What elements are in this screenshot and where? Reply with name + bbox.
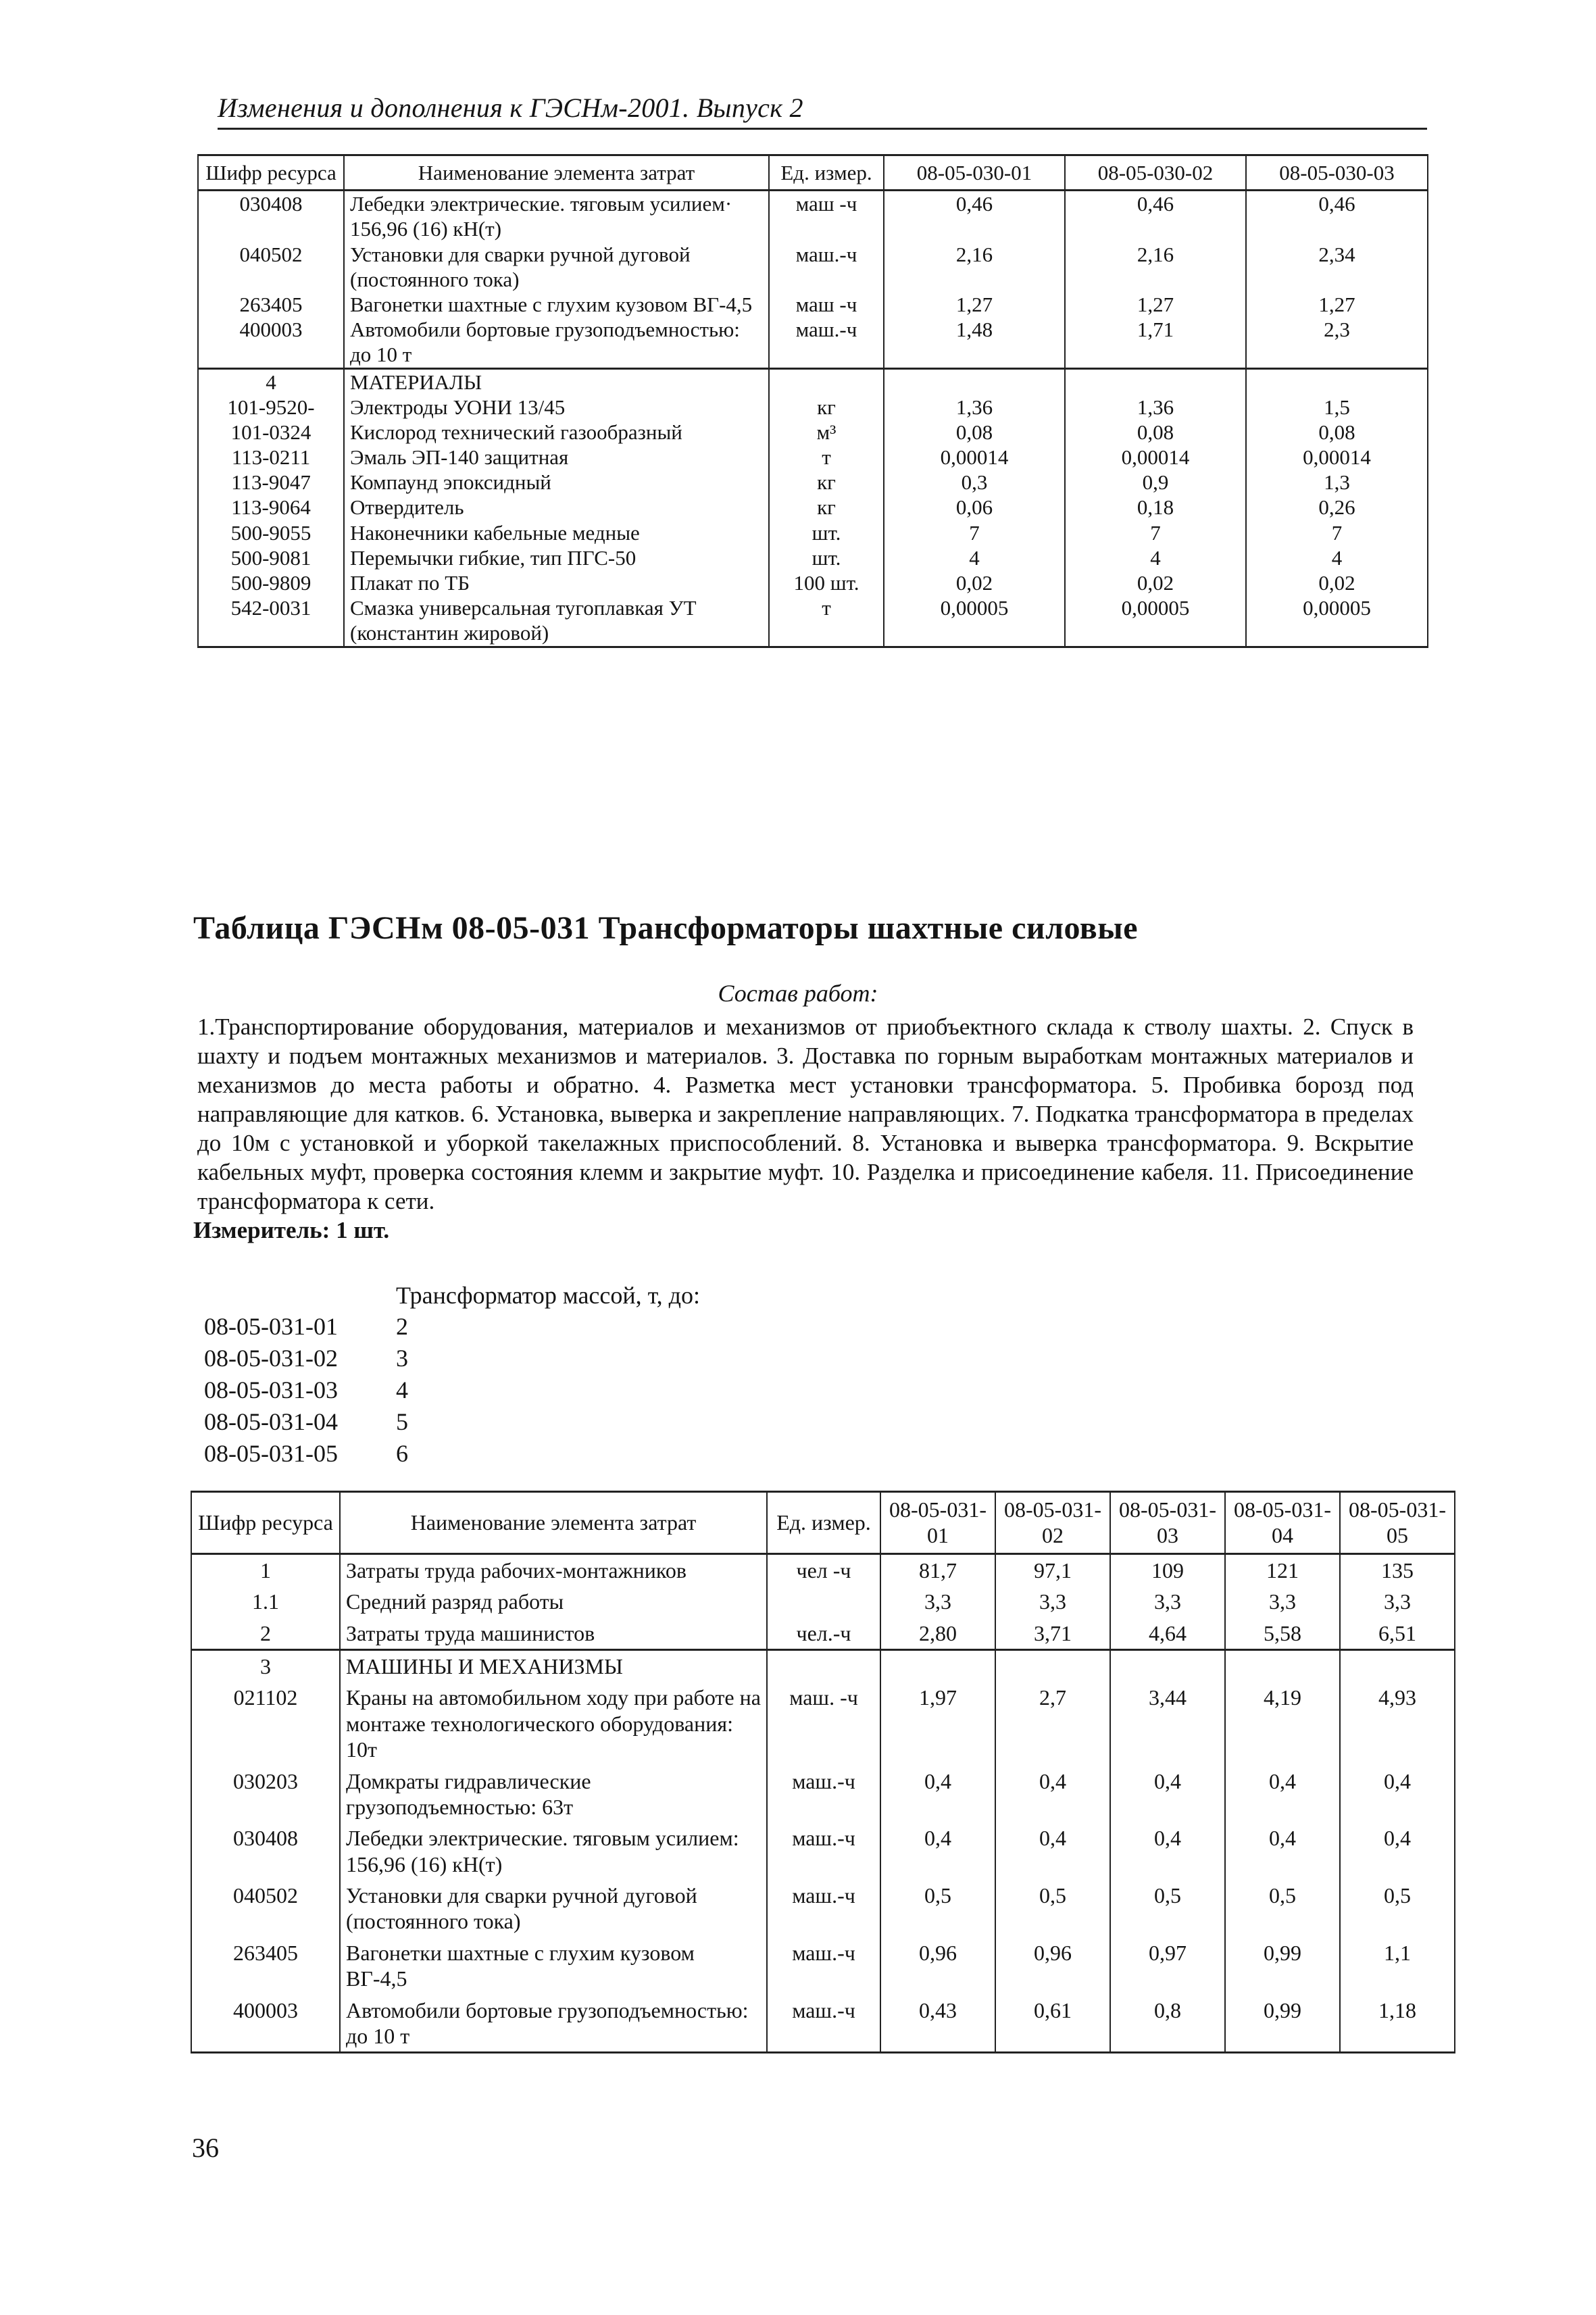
value-cell: 0,5 (880, 1880, 995, 1937)
value-cell: 1,48 (884, 317, 1065, 368)
resource-code: 040502 (198, 242, 344, 292)
table-row (191, 1880, 1455, 1937)
size-item (204, 1311, 408, 1343)
value-cell: 3,44 (1110, 1682, 1225, 1765)
resource-code: 030408 (191, 1822, 340, 1880)
cost-item-name: Кислород технический газообразный (344, 420, 769, 445)
resource-code: 3 (191, 1649, 340, 1682)
header-code: Шифр ресурса (191, 1492, 340, 1554)
value-cell: 4,19 (1225, 1682, 1340, 1765)
value-cell: 3,71 (995, 1618, 1110, 1650)
value-cell: 0,4 (995, 1766, 1110, 1823)
value-cell: 109 (1110, 1553, 1225, 1586)
table-header-row (198, 155, 1428, 191)
value-cell: 7 (884, 520, 1065, 545)
table-row (198, 445, 1428, 470)
table-row (191, 1995, 1455, 2053)
table-row (191, 1618, 1455, 1650)
value-cell: 0,8 (1110, 1995, 1225, 2053)
resource-code: 4 (198, 368, 344, 395)
value-cell: 2,16 (884, 242, 1065, 292)
value-cell: 0,4 (995, 1822, 1110, 1880)
size-code: 08-05-031-02 (204, 1345, 338, 1372)
value-cell: 1,71 (1065, 317, 1246, 368)
value-cell: 0,06 (884, 495, 1065, 520)
resource-code: 030203 (191, 1766, 340, 1823)
header-name: Наименование элемента затрат (340, 1492, 767, 1554)
header-code: Шифр ресурса (198, 155, 344, 191)
value-cell: 0,43 (880, 1995, 995, 2053)
size-value: 6 (396, 1440, 408, 1467)
table-row (198, 420, 1428, 445)
value-cell: 0,46 (884, 191, 1065, 242)
value-cell: 4,93 (1340, 1682, 1455, 1765)
value-cell (1065, 368, 1246, 395)
header-col: 08-05-031-02 (995, 1492, 1110, 1554)
header-unit: Ед. измер. (767, 1492, 880, 1554)
value-cell: 1,36 (884, 395, 1065, 420)
value-cell: 0,4 (1225, 1766, 1340, 1823)
unit-cell: т (769, 595, 884, 647)
value-cell: 1,36 (1065, 395, 1246, 420)
meter-value: 1 шт. (336, 1217, 390, 1243)
resource-code: 021102 (191, 1682, 340, 1765)
cost-item-name: Вагонетки шахтные с глухим кузовом ВГ-4,5 (344, 292, 769, 317)
table-row (198, 242, 1428, 292)
table-row (198, 545, 1428, 570)
value-cell: 0,08 (884, 420, 1065, 445)
size-item (204, 1406, 408, 1438)
value-cell: 81,7 (880, 1553, 995, 1586)
table-row (198, 495, 1428, 520)
cost-item-name: Отвердитель (344, 495, 769, 520)
value-cell: 6,51 (1340, 1618, 1455, 1650)
resource-code: 113-9047 (198, 470, 344, 495)
unit-cell: маш. -ч (767, 1682, 880, 1765)
unit-cell: 100 шт. (769, 570, 884, 595)
size-code: 08-05-031-01 (204, 1313, 338, 1340)
size-value: 5 (396, 1408, 408, 1435)
value-cell: 0,61 (995, 1995, 1110, 2053)
resource-code: 1.1 (191, 1586, 340, 1617)
value-cell: 0,3 (884, 470, 1065, 495)
resource-code: 1 (191, 1553, 340, 1586)
table-row (198, 317, 1428, 368)
header-col: 08-05-030-02 (1065, 155, 1246, 191)
value-cell: 0,96 (880, 1937, 995, 1995)
cost-item-name: Плакат по ТБ (344, 570, 769, 595)
cost-item-name: Автомобили бортовые грузоподъемностью: до 10 т (340, 1995, 767, 2053)
value-cell: 0,02 (884, 570, 1065, 595)
unit-cell: маш.-ч (767, 1937, 880, 1995)
value-cell: 0,5 (1340, 1880, 1455, 1937)
value-cell (1340, 1649, 1455, 1682)
resource-code: 030408 (198, 191, 344, 242)
value-cell: 0,46 (1246, 191, 1428, 242)
cost-item-name: Наконечники кабельные медные (344, 520, 769, 545)
unit-cell (769, 368, 884, 395)
value-cell: 0,5 (995, 1880, 1110, 1937)
section-row (191, 1649, 1455, 1682)
resource-code: 040502 (191, 1880, 340, 1937)
value-cell (1225, 1649, 1340, 1682)
value-cell: 3,3 (1110, 1586, 1225, 1617)
value-cell: 1,1 (1340, 1937, 1455, 1995)
value-cell: 2,34 (1246, 242, 1428, 292)
value-cell: 0,99 (1225, 1995, 1340, 2053)
meter-label: Измеритель: (193, 1217, 330, 1243)
size-item (204, 1374, 408, 1406)
resource-code: 2 (191, 1618, 340, 1650)
value-cell: 1,5 (1246, 395, 1428, 420)
value-cell: 0,46 (1065, 191, 1246, 242)
cost-item-name: Затраты труда рабочих-монтажников (340, 1553, 767, 1586)
table-row (198, 520, 1428, 545)
value-cell (884, 368, 1065, 395)
resource-code: 400003 (198, 317, 344, 368)
cost-item-name: Эмаль ЭП-140 защитная (344, 445, 769, 470)
value-cell: 135 (1340, 1553, 1455, 1586)
header-col: 08-05-030-01 (884, 155, 1065, 191)
table-row (198, 570, 1428, 595)
running-header: Изменения и дополнения к ГЭСНм-2001. Выпуск 2 (218, 92, 1427, 130)
unit-cell: кг (769, 470, 884, 495)
resource-code: 500-9809 (198, 570, 344, 595)
header-col: 08-05-030-03 (1246, 155, 1428, 191)
unit-cell: чел -ч (767, 1553, 880, 1586)
value-cell: 1,27 (884, 292, 1065, 317)
value-cell: 121 (1225, 1553, 1340, 1586)
cost-item-name: Вагонетки шахтные с глухим кузовом ВГ-4,5 (340, 1937, 767, 1995)
value-cell: 1,97 (880, 1682, 995, 1765)
resource-code: 500-9081 (198, 545, 344, 570)
header-unit: Ед. измер. (769, 155, 884, 191)
value-cell: 0,00005 (1246, 595, 1428, 647)
unit-cell (767, 1649, 880, 1682)
unit-cell: маш -ч (769, 191, 884, 242)
size-heading: Трансформатор массой, т, до: (396, 1282, 700, 1309)
cost-item-name: Затраты труда машинистов (340, 1618, 767, 1650)
value-cell: 0,4 (880, 1766, 995, 1823)
value-cell: 4,64 (1110, 1618, 1225, 1650)
value-cell: 0,4 (1110, 1766, 1225, 1823)
resource-code: 400003 (191, 1995, 340, 2053)
unit-cell: маш.-ч (767, 1880, 880, 1937)
table-row (198, 292, 1428, 317)
value-cell: 0,9 (1065, 470, 1246, 495)
value-cell: 3,3 (880, 1586, 995, 1617)
value-cell: 0,02 (1065, 570, 1246, 595)
unit-cell: шт. (769, 520, 884, 545)
resource-code: 263405 (198, 292, 344, 317)
table-row (198, 191, 1428, 242)
value-cell: 1,3 (1246, 470, 1428, 495)
value-cell: 0,4 (1340, 1766, 1455, 1823)
table-row (198, 595, 1428, 647)
table-row (191, 1822, 1455, 1880)
cost-item-name: Автомобили бортовые грузоподъемностью: до 10 т (344, 317, 769, 368)
resource-code: 263405 (191, 1937, 340, 1995)
size-code: 08-05-031-04 (204, 1408, 338, 1435)
unit-cell: маш.-ч (767, 1822, 880, 1880)
section-title: Таблица ГЭСНм 08-05-031 Трансформаторы шахтные силовые (193, 910, 1138, 946)
header-col: 08-05-031-05 (1340, 1492, 1455, 1554)
table-row (191, 1766, 1455, 1823)
resource-code: 101-9520- (198, 395, 344, 420)
resource-code: 101-0324 (198, 420, 344, 445)
value-cell: 4 (884, 545, 1065, 570)
resource-table-08-05-030 (197, 154, 1428, 648)
unit-cell: маш.-ч (769, 317, 884, 368)
value-cell: 2,7 (995, 1682, 1110, 1765)
size-code: 08-05-031-05 (204, 1440, 338, 1467)
value-cell (1246, 368, 1428, 395)
resource-code: 500-9055 (198, 520, 344, 545)
value-cell: 0,4 (880, 1822, 995, 1880)
size-code: 08-05-031-03 (204, 1376, 338, 1403)
value-cell: 3,3 (1340, 1586, 1455, 1617)
value-cell: 2,16 (1065, 242, 1246, 292)
cost-item-name: Установки для сварки ручной дуговой (постоянного тока) (340, 1880, 767, 1937)
table-row (198, 395, 1428, 420)
work-heading: Состав работ: (718, 980, 878, 1007)
unit-cell: кг (769, 395, 884, 420)
value-cell: 0,00005 (884, 595, 1065, 647)
value-cell: 0,5 (1225, 1880, 1340, 1937)
unit-cell: чел.-ч (767, 1618, 880, 1650)
cost-item-name: Перемычки гибкие, тип ПГС-50 (344, 545, 769, 570)
size-value: 2 (396, 1313, 408, 1340)
cost-item-name: Установки для сварки ручной дуговой (постоянного тока) (344, 242, 769, 292)
table-row (191, 1682, 1455, 1765)
table-row (198, 470, 1428, 495)
section-name: МАТЕРИАЛЫ (344, 368, 769, 395)
value-cell: 0,4 (1340, 1822, 1455, 1880)
resource-code: 542-0031 (198, 595, 344, 647)
unit-cell: маш -ч (769, 292, 884, 317)
table-row (191, 1586, 1455, 1617)
section-row (198, 368, 1428, 395)
size-value: 4 (396, 1376, 408, 1403)
unit-cell: шт. (769, 545, 884, 570)
table-header-row (191, 1492, 1455, 1554)
unit-cell: маш.-ч (767, 1766, 880, 1823)
size-value: 3 (396, 1345, 408, 1372)
value-cell: 3,3 (1225, 1586, 1340, 1617)
value-cell: 0,08 (1065, 420, 1246, 445)
resource-code: 113-0211 (198, 445, 344, 470)
value-cell: 0,5 (1110, 1880, 1225, 1937)
work-description: 1.Транспортирование оборудования, материалов и механизмов от приобъектного склада к стволу шахты. 2. Спуск в шахту и подъем монтажных механизмов и материалов. 3. Доставка по горным выработкам монтажных материалов и механизмов до места работы и обратно. 4. Разметка мест установки трансформатора. 5. Пробивка борозд под направляющие для катков. 6. Установка, выверка и закрепление направляющих. 7. Подкатка трансформатора в пределах до 10м с установкой и уборкой такелажных приспособлений. 8. Установка и выверка трансформатора. 9. Вскрытие кабельных муфт, проверка состояния клемм и закрытие муфт. 10. Разделка и присоединение кабеля. 11. Присоединение трансформатора к сети. (197, 1014, 1414, 1214)
page-number: 36 (192, 2133, 219, 2163)
value-cell: 4 (1246, 545, 1428, 570)
cost-item-name: Средний разряд работы (340, 1586, 767, 1617)
size-item (204, 1343, 408, 1374)
unit-cell: кг (769, 495, 884, 520)
size-item (204, 1438, 408, 1470)
value-cell: 3,3 (995, 1586, 1110, 1617)
value-cell: 0,00014 (1246, 445, 1428, 470)
value-cell (1110, 1649, 1225, 1682)
value-cell: 5,58 (1225, 1618, 1340, 1650)
cost-item-name: Лебедки электрические. тяговым усилием· 156,96 (16) кН(т) (344, 191, 769, 242)
resource-code: 113-9064 (198, 495, 344, 520)
value-cell: 0,00014 (884, 445, 1065, 470)
header-col: 08-05-031-04 (1225, 1492, 1340, 1554)
cost-item-name: Электроды УОНИ 13/45 (344, 395, 769, 420)
value-cell: 0,97 (1110, 1937, 1225, 1995)
value-cell: 0,18 (1065, 495, 1246, 520)
value-cell: 1,27 (1065, 292, 1246, 317)
unit-cell: т (769, 445, 884, 470)
cost-item-name: Лебедки электрические. тяговым усилием: 156,96 (16) кН(т) (340, 1822, 767, 1880)
unit-cell: м³ (769, 420, 884, 445)
cost-item-name: Краны на автомобильном ходу при работе на монтаже технологического оборудования: 10т (340, 1682, 767, 1765)
meter-line (193, 1217, 389, 1244)
cost-item-name: Смазка универсальная тугоплавкая УТ (константин жировой) (344, 595, 769, 647)
section-name: МАШИНЫ И МЕХАНИЗМЫ (340, 1649, 767, 1682)
value-cell: 2,3 (1246, 317, 1428, 368)
value-cell: 0,08 (1246, 420, 1428, 445)
value-cell: 0,00014 (1065, 445, 1246, 470)
value-cell: 0,00005 (1065, 595, 1246, 647)
value-cell (995, 1649, 1110, 1682)
value-cell: 1,18 (1340, 1995, 1455, 2053)
cost-item-name: Компаунд эпоксидный (344, 470, 769, 495)
value-cell: 2,80 (880, 1618, 995, 1650)
unit-cell (767, 1586, 880, 1617)
value-cell: 0,02 (1246, 570, 1428, 595)
table-row (191, 1937, 1455, 1995)
header-col: 08-05-031-01 (880, 1492, 995, 1554)
value-cell: 7 (1065, 520, 1246, 545)
value-cell: 97,1 (995, 1553, 1110, 1586)
unit-cell: маш.-ч (767, 1995, 880, 2053)
value-cell: 0,99 (1225, 1937, 1340, 1995)
value-cell: 0,4 (1110, 1822, 1225, 1880)
cost-item-name: Домкраты гидравлические грузоподъемностью: 63т (340, 1766, 767, 1823)
resource-table-08-05-031 (191, 1491, 1455, 2053)
value-cell: 0,4 (1225, 1822, 1340, 1880)
value-cell: 0,96 (995, 1937, 1110, 1995)
value-cell: 1,27 (1246, 292, 1428, 317)
header-col: 08-05-031-03 (1110, 1492, 1225, 1554)
header-name: Наименование элемента затрат (344, 155, 769, 191)
value-cell: 7 (1246, 520, 1428, 545)
size-list (204, 1311, 408, 1470)
value-cell: 4 (1065, 545, 1246, 570)
value-cell (880, 1649, 995, 1682)
unit-cell: маш.-ч (769, 242, 884, 292)
table-row (191, 1553, 1455, 1586)
value-cell: 0,26 (1246, 495, 1428, 520)
